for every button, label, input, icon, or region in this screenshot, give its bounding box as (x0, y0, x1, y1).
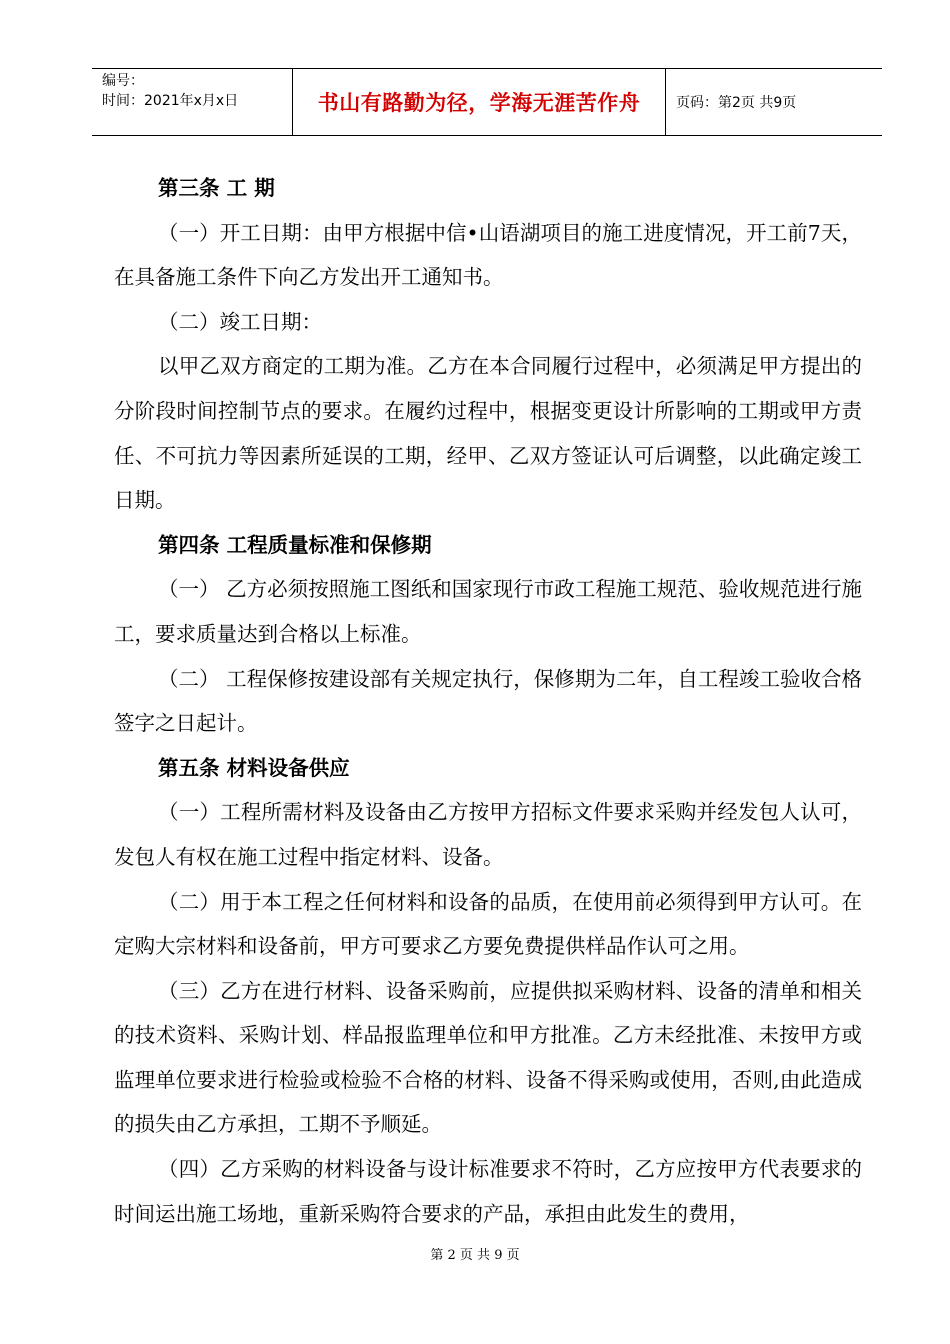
paragraph: （一）工程所需材料及设备由乙方按甲方招标文件要求采购并经发包人认可，发包人有权在施工过程中指定材料、设备。 (114, 800, 862, 869)
header-table (92, 68, 882, 136)
paragraph: （二）用于本工程之任何材料和设备的品质，在使用前必须得到甲方认可。在定购大宗材料和设备前，甲方可要求乙方要免费提供样品作认可之用。 (114, 889, 862, 959)
article-heading-3: 第三条 工 期 (158, 176, 275, 200)
document-time-label: 时间：2021年x月x日 (102, 93, 239, 109)
article-heading-4: 第四条 工程质量标准和保修期 (158, 532, 432, 557)
paragraph: （二） 工程保修按建设部有关规定执行，保修期为二年，自工程竣工验收合格签字之日起计。 (114, 666, 862, 736)
header-page-info: 页码：第2页 共9页 (676, 95, 797, 111)
paragraph: （二）竣工日期： (158, 309, 322, 334)
paragraph: （三）乙方在进行材料、设备采购前，应提供拟采购材料、设备的清单和相关的技术资料、采购计划、样品报监理单位和甲方批准。乙方未经批准、未按甲方或监理单位要求进行检验或检验不合格的材料、设备不得采购或使用，否则,由此造成的损失由乙方承担，工期不予顺延。 (114, 978, 862, 1137)
article-heading-5: 第五条 材料设备供应 (158, 755, 350, 780)
header-motto: 书山有路勤为径，学海无涯苦作舟 (317, 91, 641, 115)
paragraph: （四）乙方采购的材料设备与设计标准要求不符时，乙方应按甲方代表要求的时间运出施工场地，重新采购符合要求的产品，承担由此发生的费用， (114, 1157, 862, 1226)
paragraph: （一） 乙方必须按照施工图纸和国家现行市政工程施工规范、验收规范进行施工，要求质量达到合格以上标准。 (114, 577, 862, 646)
paragraph: （一）开工日期：由甲方根据中信•山语湖项目的施工进度情况，开工前7天，在具备施工条件下向乙方发出开工通知书。 (114, 220, 862, 290)
paragraph: 以甲乙双方商定的工期为准。乙方在本合同履行过程中，必须满足甲方提出的分阶段时间控制节点的要求。在履约过程中，根据变更设计所影响的工期或甲方责任、不可抗力等因素所延误的工期，经甲、乙双方签证认可后调整，以此确定竣工日期。 (114, 354, 862, 513)
document-number-label: 编号： (102, 73, 144, 89)
page-footer (0, 1244, 950, 1263)
header-left-cell (92, 69, 293, 135)
document-body (114, 166, 862, 1236)
footer-page-number: 第 2 页 共 9 页 (430, 1248, 520, 1263)
header-right-cell (666, 69, 882, 135)
header-center-cell (293, 69, 666, 135)
